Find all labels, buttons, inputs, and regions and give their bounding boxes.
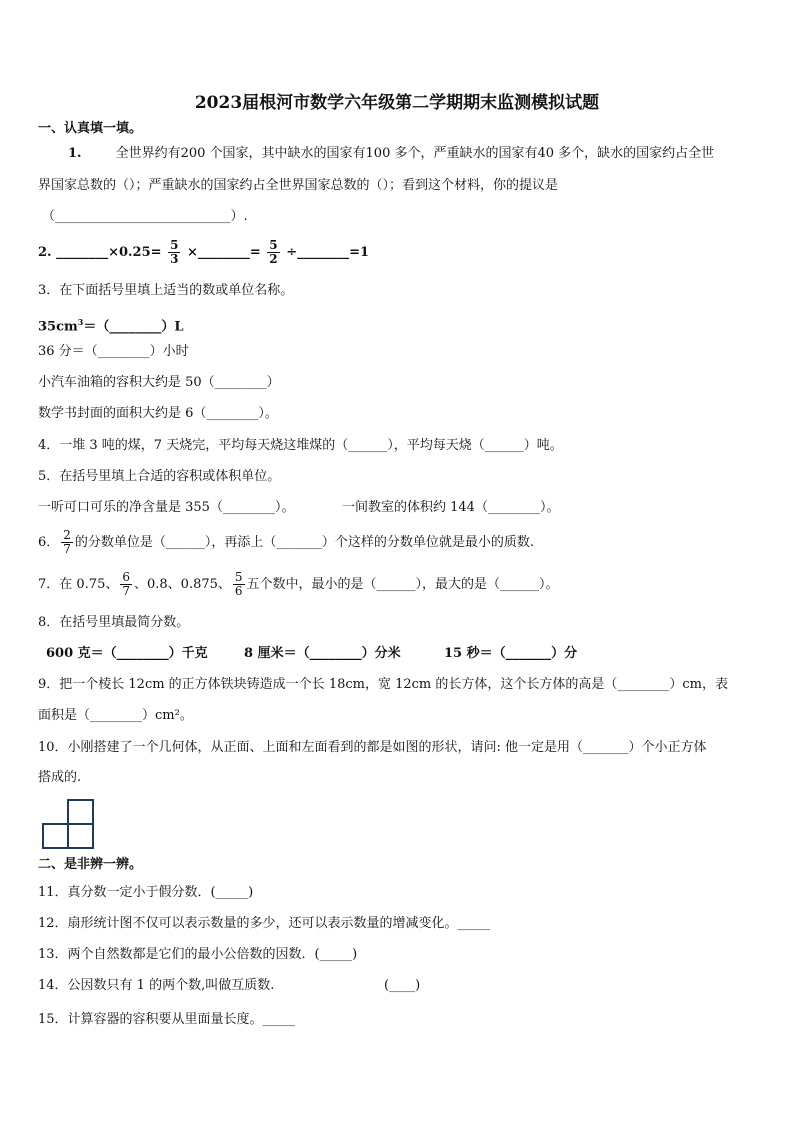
question-2-fraction-1: $\frac{5}{3}$ bbox=[170, 238, 179, 266]
cube-square-top bbox=[68, 800, 93, 824]
question-9-line-1: 9．把一个棱长 12cm 的正方体铁块铸造成一个长 18cm，宽 12cm 的长方体，这个长方体的高是（________）cm，表 bbox=[38, 677, 728, 692]
question-2-pre: 2. ________×0.25= bbox=[38, 245, 162, 260]
question-7-fraction-2: $\frac{5}{6}$ bbox=[234, 570, 243, 598]
question-3-a: $35cm^3=(\_\_\_\_\_\_\_\_)L$ bbox=[38, 317, 184, 335]
question-2 bbox=[38, 238, 369, 268]
question-11: 11．真分数一定小于假分数．(_____) bbox=[38, 885, 254, 900]
cube-view-figure bbox=[42, 799, 96, 851]
question-10-line-2: 搭成的. bbox=[38, 770, 82, 785]
section-2-heading: 二、是非辨一辨。 bbox=[38, 857, 143, 872]
question-3-b: 36 分＝（________）小时 bbox=[38, 344, 189, 359]
question-7: 7．在 0.75、 $\frac{6}{7}$ 、0.8、0.875、 $\frac{5}{6}$ 五个数中，最小的是（______），最大的是（______）。 bbox=[38, 570, 559, 598]
cube-square-bottom-right bbox=[68, 824, 93, 848]
question-12: 12．扇形统计图不仅可以表示数量的多少，还可以表示数量的增减变化。_____ bbox=[38, 916, 491, 931]
question-13: 13．两个自然数都是它们的最小公倍数的因数．(_____) bbox=[38, 947, 358, 962]
question-4: 4．一堆 3 吨的煤，7 天烧完，平均每天烧这堆煤的（______），平均每天烧（______）吨。 bbox=[38, 438, 563, 453]
question-8-c: 15 秒＝（_______）分 bbox=[444, 646, 578, 661]
question-1-number: 1. bbox=[68, 146, 82, 161]
question-15: 15．计算容器的容积要从里面量长度。_____ bbox=[38, 1012, 296, 1027]
question-8-stem: 8．在括号里填最简分数。 bbox=[38, 615, 190, 630]
question-8-b: 8 厘米＝（________）分米 bbox=[244, 646, 401, 661]
question-5-b: 一间教室的体积约 144（________）。 bbox=[342, 500, 560, 515]
question-3-c: 小汽车油箱的容积大约是 50（________） bbox=[38, 375, 280, 390]
page-title: 2023届根河市数学六年级第二学期期末监测模拟试题 bbox=[194, 93, 600, 113]
question-1-line-2: 界国家总数的（）；严重缺水的国家约占全世界国家总数的（）；看到这个材料，你的提议是 bbox=[38, 178, 559, 193]
question-3-stem: 3．在下面括号里填上适当的数或单位名称。 bbox=[38, 283, 294, 298]
question-10-line-1: 10．小刚搭建了一个几何体，从正面、上面和左面看到的都是如图的形状，请问: 他一定是用（_______）个小正方体 bbox=[38, 740, 707, 755]
question-5-a: 一听可口可乐的净含量是 355（________）。 bbox=[38, 500, 295, 515]
question-2-mid: ×________= bbox=[186, 245, 261, 260]
question-14-blank: (____) bbox=[384, 978, 421, 993]
question-5-stem: 5．在括号里填上合适的容积或体积单位。 bbox=[38, 469, 281, 484]
section-1-heading: 一、认真填一填。 bbox=[38, 121, 143, 136]
question-7-fraction-1: $\frac{6}{7}$ bbox=[122, 570, 130, 598]
question-3-d: 数学书封面的面积大约是 6（________）。 bbox=[38, 406, 278, 421]
question-8-a: 600 克＝（________）千克 bbox=[46, 646, 208, 661]
question-14: 14．公因数只有 1 的两个数,叫做互质数. bbox=[38, 978, 275, 993]
question-6: 6． $\frac{2}{7}$ 的分数单位是（______），再添上（_______）个这样的分数单位就是最小的质数. bbox=[38, 528, 535, 556]
question-1-line-3: （___________________________）. bbox=[42, 209, 248, 224]
question-9-line-2: 面积是（________）cm²。 bbox=[38, 708, 193, 723]
question-1-line-1 bbox=[68, 145, 714, 163]
question-1-text-a: 全世界约有200 个国家，其中缺水的国家有100 多个，严重缺水的国家有40 多个，缺水的国家约占全世 bbox=[115, 146, 715, 161]
cube-square-bottom-left bbox=[43, 824, 68, 848]
question-6-fraction: $\frac{2}{7}$ bbox=[63, 528, 71, 556]
question-2-fraction-2: $\frac{5}{2}$ bbox=[269, 238, 278, 266]
question-2-post: ÷________=1 bbox=[286, 245, 370, 260]
